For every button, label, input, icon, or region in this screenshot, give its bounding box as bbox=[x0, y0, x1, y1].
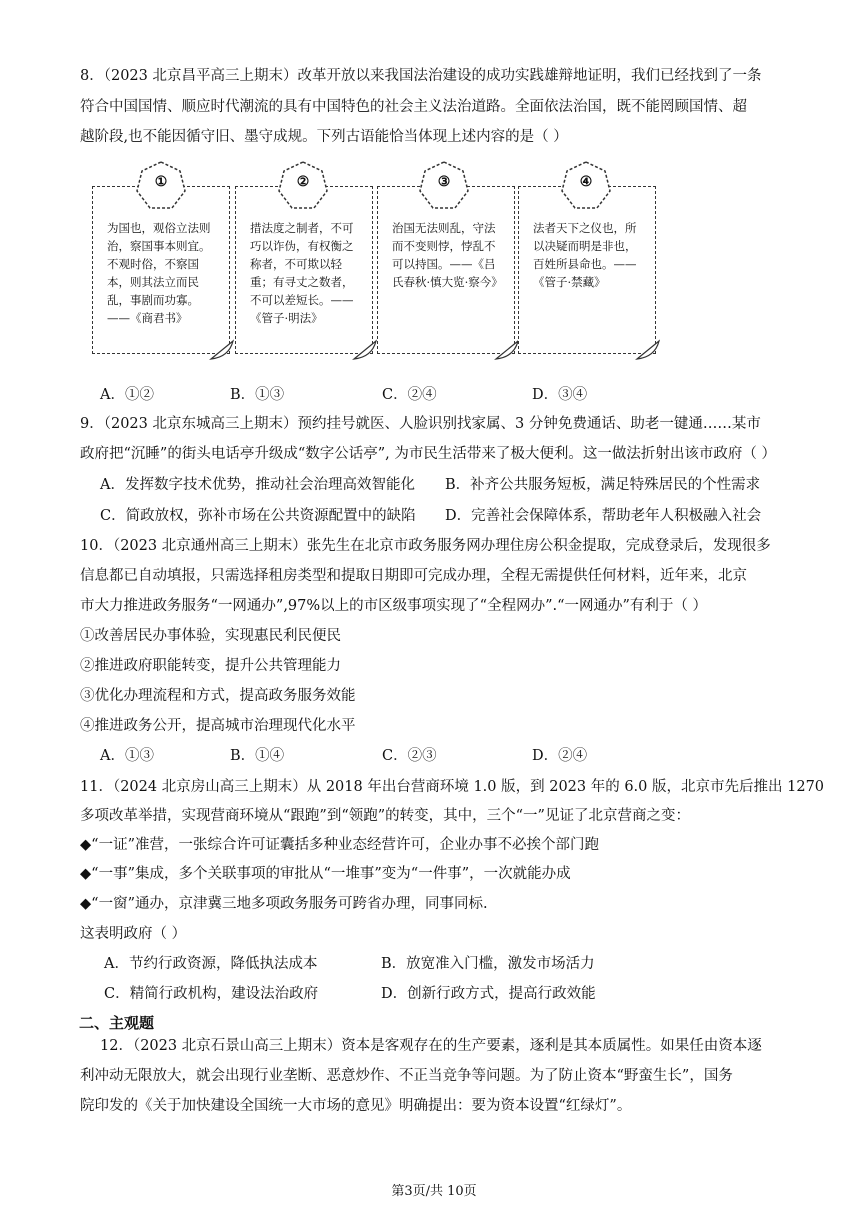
quote-card-1-badge bbox=[135, 160, 187, 212]
page-curl-icon bbox=[635, 339, 661, 361]
quote-card-1-number: ① bbox=[154, 174, 168, 190]
quote-card-2-number: ② bbox=[296, 174, 310, 190]
q10-item-2: ②推进政府职能转变，提升公共管理能力 bbox=[80, 658, 341, 674]
q12-line-1: 12．（2023 北京石景山高三上期末）资本是客观存在的生产要素，逐利是其本质属性。如果任由资本逐 bbox=[100, 1038, 762, 1054]
q10-option-d[interactable]: D．②④ bbox=[532, 748, 588, 764]
quote-card-2-badge bbox=[277, 160, 329, 212]
q11-line-2: 多项改革举措，实现营商环境从“跟跑”到“领跑”的转变，其中，三个“一”见证了北京营商之变： bbox=[80, 808, 690, 824]
q10-item-1: ①改善居民办事体验，实现惠民利民便民 bbox=[80, 628, 341, 644]
q9-option-b[interactable]: B．补齐公共服务短板，满足特殊居民的个性需求 bbox=[445, 477, 761, 493]
q8-line-1: 8．（2023 北京昌平高三上期末）改革开放以来我国法治建设的成功实践雄辩地证明，我们已经找到了一条 bbox=[80, 68, 762, 84]
quote-card-3-badge bbox=[418, 160, 470, 212]
q10-line-3: 市大力推进政务服务“一网通办”,97%以上的市区级事项实现了“全程网办”.“一网通办”有利于（ ） bbox=[80, 598, 708, 614]
q11-options-row-2 bbox=[104, 984, 804, 1004]
q9-line-2: 政府把“沉睡”的街头电话亭升级成“数字公话亭”, 为市民生活带来了极大便利。这一做法折射出该市政府（ ） bbox=[80, 446, 776, 462]
q11-stem: 这表明政府（ ） bbox=[80, 926, 187, 942]
q11-option-b[interactable]: B．放宽准入门槛，激发市场活力 bbox=[381, 956, 595, 972]
q9-options-row-1 bbox=[100, 475, 820, 495]
quote-card-4-number: ④ bbox=[579, 174, 593, 190]
q8-option-c[interactable]: C．②④ bbox=[382, 387, 437, 403]
q11-options-row-1 bbox=[104, 954, 804, 974]
quote-card-1-text: 为国也，观俗立法则治，察国事本则宜。不观时俗，不察国本，则其法立而民乱，事剧而功寡。——《商君书》 bbox=[107, 221, 211, 325]
q11-option-c[interactable]: C．精简行政机构，建设法治政府 bbox=[104, 986, 319, 1002]
q12-line-2: 利冲动无限放大，就会出现行业垄断、恶意炒作、不正当竞争等问题。为了防止资本“野蛮生长”，国务 bbox=[80, 1068, 733, 1084]
quote-card-2-text: 措法度之制者，不可巧以诈伪，有权衡之称者，不可欺以轻重；有寻丈之数者，不可以差短长。——《管子·明法》 bbox=[250, 221, 354, 325]
q10-item-3: ③优化办理流程和方式，提高政务服务效能 bbox=[80, 688, 356, 704]
page-curl-icon bbox=[494, 339, 520, 361]
q8-option-a[interactable]: A．①② bbox=[100, 387, 154, 403]
q11-bullet-1: ◆“一证”准营，一张综合许可证囊括多种业态经营许可，企业办事不必挨个部门跑 bbox=[80, 837, 599, 853]
q10-line-1: 10．（2023 北京通州高三上期末）张先生在北京市政务服务网办理住房公积金提取，完成登录后，发现很多 bbox=[80, 538, 771, 554]
q8-quote-cards bbox=[88, 160, 663, 370]
q8-option-d[interactable]: D．③④ bbox=[532, 387, 588, 403]
quote-card-4-text: 法者天下之仪也，所以决疑而明是非也，百姓所县命也。——《管子·禁藏》 bbox=[533, 221, 637, 289]
q9-option-a[interactable]: A．发挥数字技术优势，推动社会治理高效智能化 bbox=[100, 477, 415, 493]
q12-line-3: 院印发的《关于加快建设全国统一大市场的意见》明确提出：要为资本设置“红绿灯”。 bbox=[80, 1098, 632, 1114]
section-heading: 二、主观题 bbox=[79, 1014, 155, 1032]
q11-option-d[interactable]: D．创新行政方式，提高行政效能 bbox=[381, 986, 596, 1002]
quote-card-4-badge bbox=[560, 160, 612, 212]
page-curl-icon bbox=[352, 339, 378, 361]
q9-line-1: 9．（2023 北京东城高三上期末）预约挂号就医、人脸识别找家属、3 分钟免费通话、助老一键通……某市 bbox=[80, 416, 761, 432]
q8-option-b[interactable]: B．①③ bbox=[230, 387, 285, 403]
q8-line-2: 符合中国国情、顺应时代潮流的具有中国特色的社会主义法治道路。全面依法治国，既不能罔顾国情、超 bbox=[80, 99, 747, 115]
q9-options-row-2 bbox=[100, 506, 820, 526]
q10-options bbox=[100, 746, 800, 766]
page-number: 第3页/共 10页 bbox=[391, 1184, 477, 1199]
q10-item-4: ④推进政务公开，提高城市治理现代化水平 bbox=[80, 718, 356, 734]
q8-line-3: 越阶段,也不能因循守旧、墨守成规。下列古语能恰当体现上述内容的是（ ） bbox=[80, 129, 568, 145]
q10-line-2: 信息都已自动填报，只需选择租房类型和提取日期即可完成办理，全程无需提供任何材料，近年来，北京 bbox=[80, 568, 747, 584]
quote-card-3-number: ③ bbox=[437, 174, 451, 190]
q9-option-c[interactable]: C．简政放权，弥补市场在公共资源配置中的缺陷 bbox=[100, 508, 416, 524]
q11-bullet-3: ◆“一窗”通办，京津冀三地多项政务服务可跨省办理，同事同标. bbox=[80, 896, 488, 912]
q8-options bbox=[100, 385, 800, 405]
q10-option-c[interactable]: C．②③ bbox=[382, 748, 437, 764]
q9-option-d[interactable]: D．完善社会保障体系，帮助老年人积极融入社会 bbox=[445, 508, 762, 524]
page-curl-icon bbox=[209, 339, 235, 361]
q10-option-b[interactable]: B．①④ bbox=[230, 748, 285, 764]
quote-card-3-text: 治国无法则乱，守法而不变则悖，悖乱不可以持国。——《吕氏春秋·慎大览·察今》 bbox=[392, 221, 503, 289]
q11-option-a[interactable]: A．节约行政资源，降低执法成本 bbox=[104, 956, 318, 972]
q10-option-a[interactable]: A．①③ bbox=[100, 748, 154, 764]
q11-line-1: 11．（2024 北京房山高三上期末）从 2018 年出台营商环境 1.0 版，到 2023 年的 6.0 版，北京市先后推出 1270 bbox=[80, 779, 825, 795]
q11-bullet-2: ◆“一事”集成，多个关联事项的审批从“一堆事”变为“一件事”，一次就能办成 bbox=[80, 866, 571, 882]
